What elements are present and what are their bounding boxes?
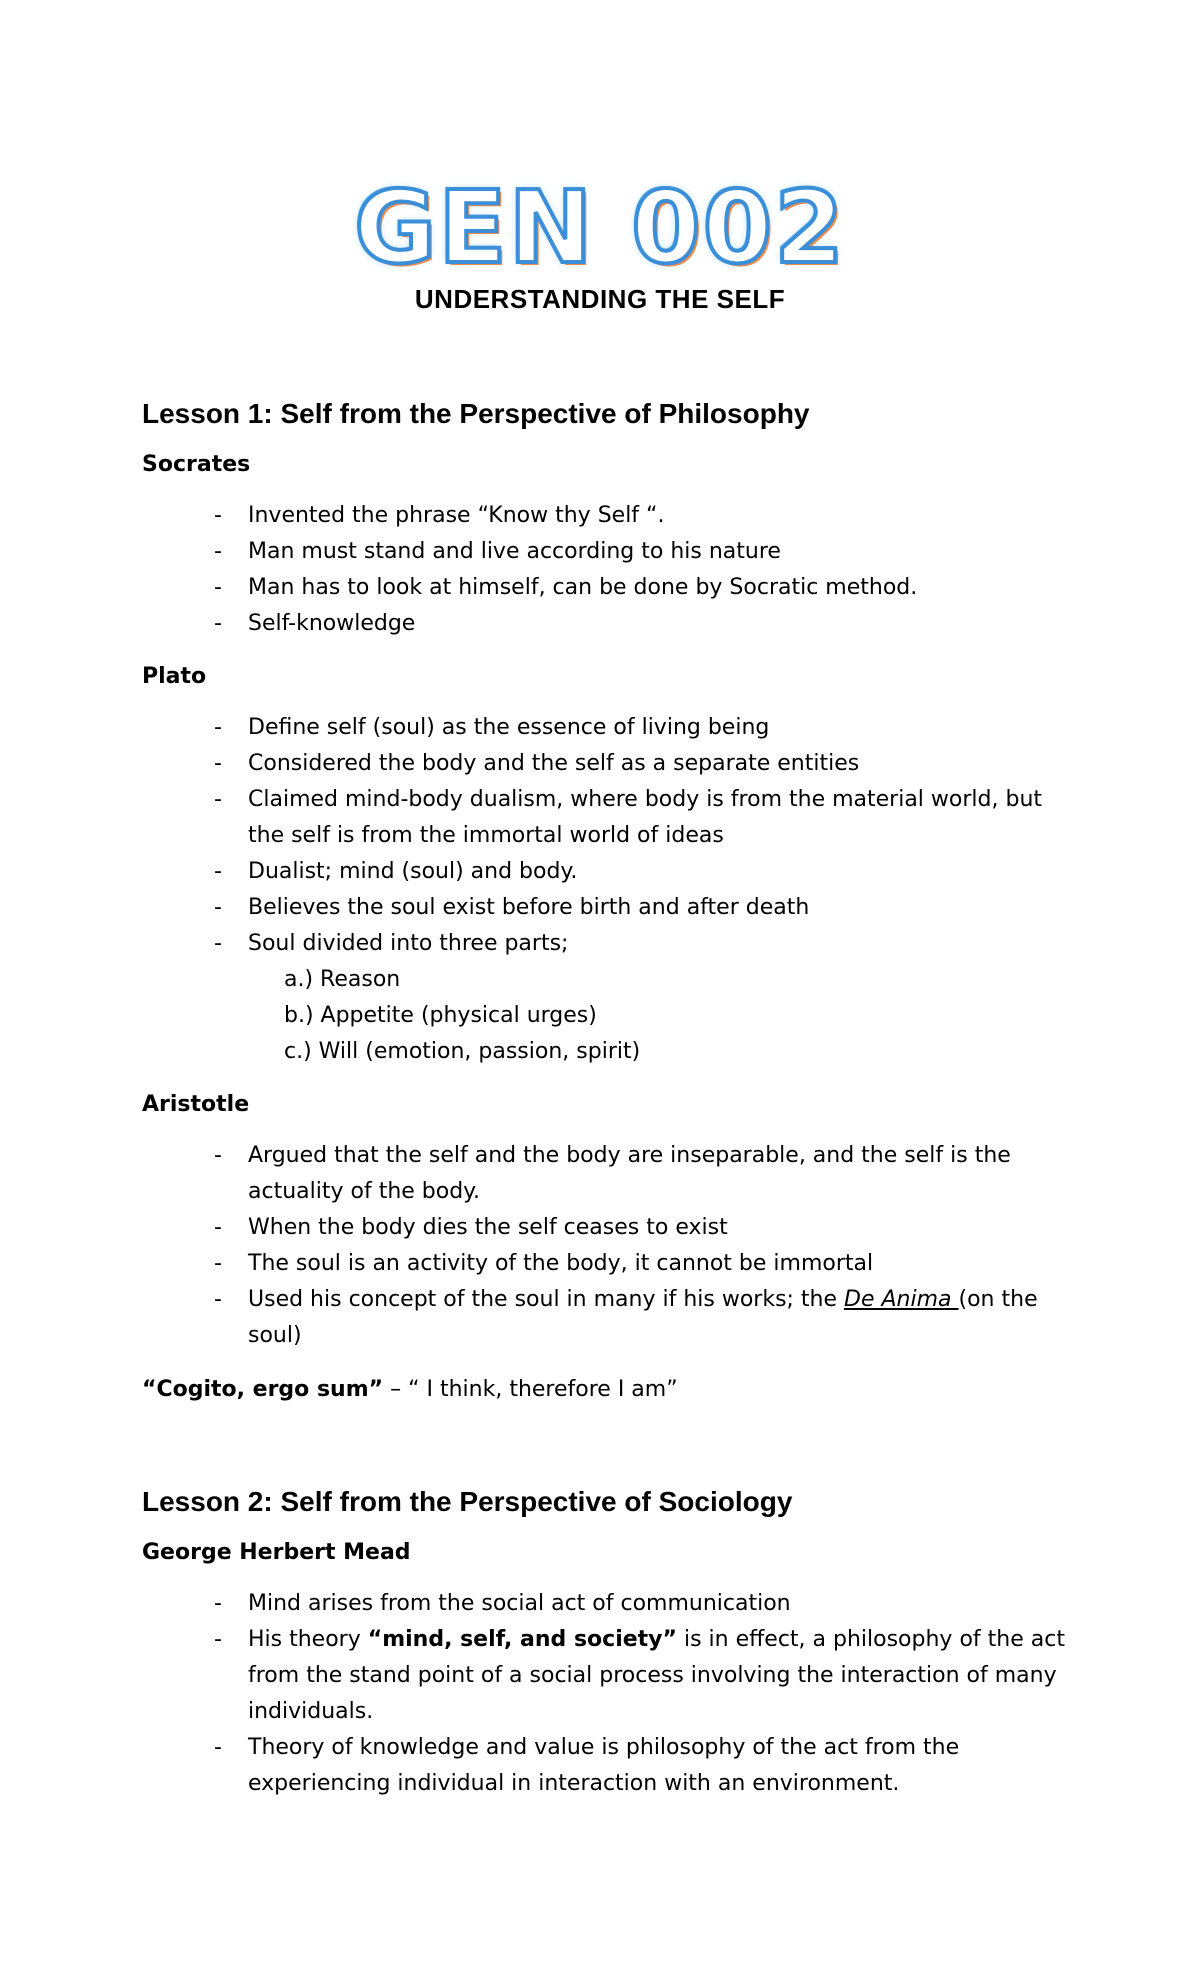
aristotle-points [142, 1138, 1072, 1354]
soul-part-item: b.) Appetite (physical urges) [284, 1003, 597, 1028]
list-item: - His theory “mind, self, and society” is in effect, a philosophy of the act from the stand point of a social process involving the interaction of many individuals. [142, 1622, 1072, 1730]
dash-marker: - [214, 1143, 222, 1168]
list-item: - Invented the phrase “Know thy Self “. [142, 498, 1072, 534]
list-item: - Dualist; mind (soul) and body. [142, 854, 1072, 890]
dash-marker: - [214, 611, 222, 636]
philosopher-socrates: Socrates [142, 452, 251, 477]
dash-marker: - [214, 1591, 222, 1616]
dash-marker: - [214, 715, 222, 740]
dash-marker: - [214, 1215, 222, 1240]
socrates-points [142, 498, 1072, 642]
sociologist-mead: George Herbert Mead [142, 1540, 411, 1565]
list-item: - Define self (soul) as the essence of living being [142, 710, 1072, 746]
dash-marker: - [214, 1735, 222, 1760]
document-body [142, 396, 1072, 1820]
list-item: - Claimed mind-body dualism, where body is from the material world, but the self is from the immortal world of ideas [142, 782, 1072, 854]
dash-marker: - [214, 1627, 222, 1652]
list-item: - Soul divided into three parts; a.) Reason b.) Appetite (physical urges) c.) Will (emotion, passion, spirit) [142, 926, 1072, 1070]
list-item: - Mind arises from the social act of communication [142, 1586, 1072, 1622]
course-code-logo: GEN 002 [354, 169, 846, 286]
dash-marker: - [214, 787, 222, 812]
dash-marker: - [214, 575, 222, 600]
list-item: - Considered the body and the self as a separate entities [142, 746, 1072, 782]
soul-parts-list [248, 962, 1072, 1070]
dash-marker: - [214, 539, 222, 564]
plato-points [142, 710, 1072, 1070]
dash-marker: - [214, 859, 222, 884]
quote-latin: “Cogito, ergo sum” [142, 1377, 384, 1402]
list-item: - Self-knowledge [142, 606, 1072, 642]
dash-marker: - [214, 503, 222, 528]
list-item: - The soul is an activity of the body, it cannot be immortal [142, 1246, 1072, 1282]
dash-marker: - [214, 895, 222, 920]
quote-english: “ I think, therefore I am” [408, 1377, 678, 1402]
lesson-2-heading: Lesson 2: Self from the Perspective of Sociology [142, 1486, 793, 1517]
course-title: UNDERSTANDING THE SELF [414, 284, 786, 314]
mead-points [142, 1586, 1072, 1802]
dash-marker: - [214, 1251, 222, 1276]
philosopher-aristotle: Aristotle [142, 1092, 250, 1117]
list-item: - Man has to look at himself, can be done by Socratic method. [142, 570, 1072, 606]
list-item: - Theory of knowledge and value is philosophy of the act from the experiencing individual in interaction with an environment. [142, 1730, 1072, 1802]
dash-marker: - [214, 931, 222, 956]
list-item: - Believes the soul exist before birth and after death [142, 890, 1072, 926]
dash-marker: - [214, 751, 222, 776]
soul-part-item: a.) Reason [284, 967, 401, 992]
de-anima-title: De Anima [844, 1287, 959, 1312]
list-item: - Argued that the self and the body are inseparable, and the self is the actuality of the body. [142, 1138, 1072, 1210]
cogito-quote: “Cogito, ergo sum” – “ I think, therefore I am” [142, 1377, 678, 1402]
lesson-1-heading: Lesson 1: Self from the Perspective of Philosophy [142, 398, 810, 429]
list-item: - Man must stand and live according to his nature [142, 534, 1072, 570]
dash-marker: - [214, 1287, 222, 1312]
theory-title: “mind, self, and society” [367, 1627, 677, 1652]
soul-part-item: c.) Will (emotion, passion, spirit) [284, 1039, 641, 1064]
list-item: - When the body dies the self ceases to exist [142, 1210, 1072, 1246]
list-item: - Used his concept of the soul in many if his works; the De Anima (on the soul) [142, 1282, 1072, 1354]
philosopher-plato: Plato [142, 664, 207, 689]
